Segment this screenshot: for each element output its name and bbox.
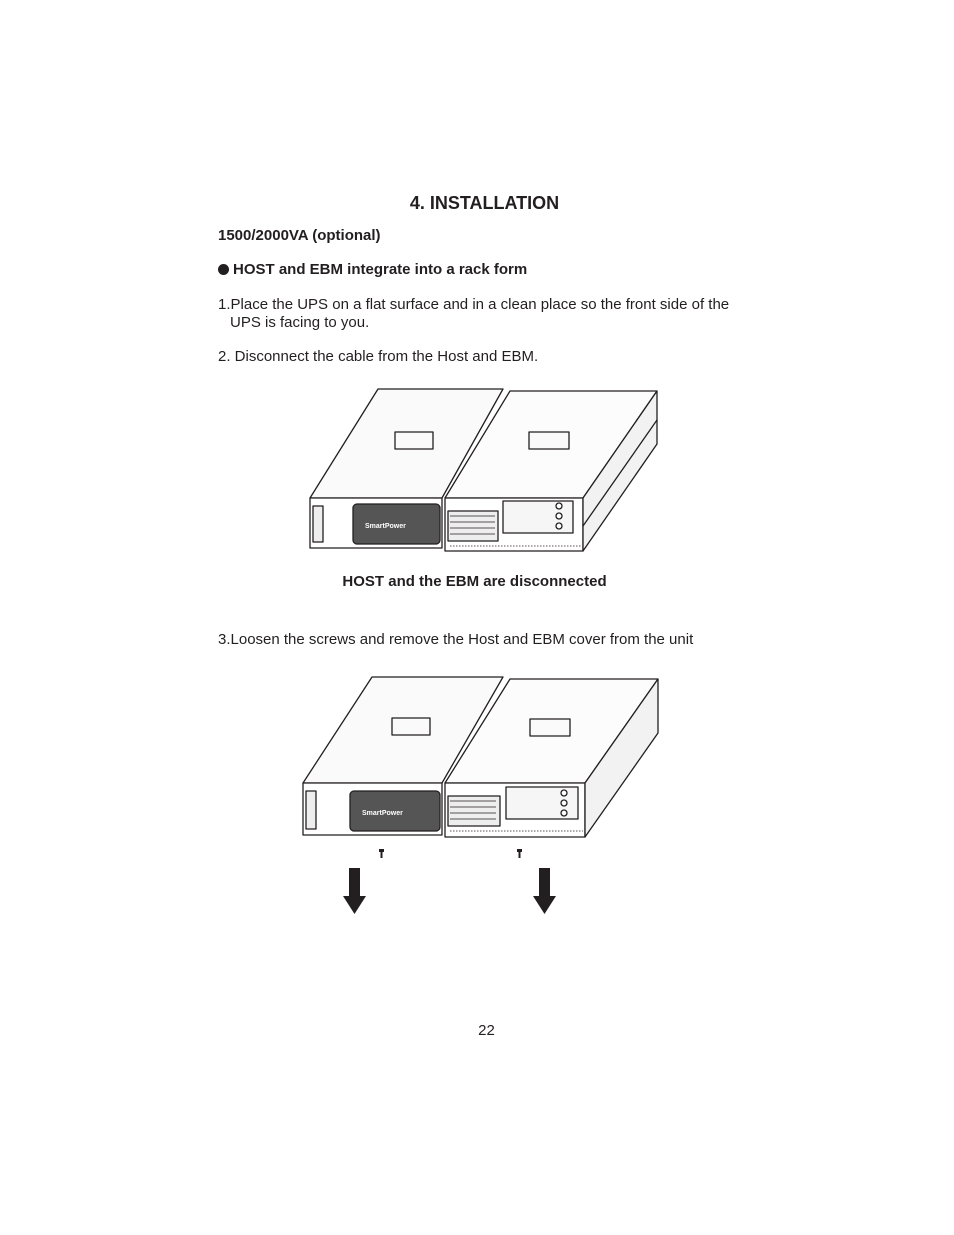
ebm-top-label (392, 718, 430, 735)
figure-host-ebm-disconnected (305, 386, 661, 554)
step-2: 2. Disconnect the cable from the Host and EBM. (218, 348, 539, 365)
figure-1-caption: HOST and the EBM are disconnected (342, 573, 607, 590)
host-button-3 (561, 810, 567, 816)
ebm-brand-label: SmartPower (362, 810, 403, 817)
host-top-label (530, 719, 570, 736)
section-title: 4. INSTALLATION (409, 193, 560, 213)
host-button-1 (556, 503, 562, 509)
ebm-handle (313, 506, 323, 542)
step-1 (218, 296, 729, 332)
screw-left-icon (379, 849, 384, 858)
host-button-3 (556, 523, 562, 529)
ebm-top-label (395, 432, 433, 449)
arrow-down-left-icon (343, 868, 366, 914)
model-heading: 1500/2000VA (optional) (218, 227, 381, 244)
step-3: 3.Loosen the screws and remove the Host and EBM cover from the unit (218, 631, 694, 648)
bullet-dot-icon (218, 264, 229, 275)
page-number: 22 (478, 1022, 495, 1039)
ebm-brand-label: SmartPower (365, 523, 406, 530)
arrow-down-right-icon (533, 868, 556, 914)
host-vent-grille (448, 796, 500, 826)
host-button-2 (561, 800, 567, 806)
host-button-2 (556, 513, 562, 519)
host-vent-grille (448, 511, 498, 541)
host-top-label (529, 432, 569, 449)
figure-remove-cover (300, 673, 662, 915)
bullet-heading (218, 261, 527, 278)
step-1-line-1: 1.Place the UPS on a flat surface and in a clean place so the front side of the (218, 296, 730, 313)
ebm-handle (306, 791, 316, 829)
screw-right-icon (517, 849, 522, 858)
host-button-1 (561, 790, 567, 796)
step-1-line-2: UPS is facing to you. (230, 314, 370, 331)
bullet-heading-text: HOST and EBM integrate into a rack form (233, 261, 528, 278)
